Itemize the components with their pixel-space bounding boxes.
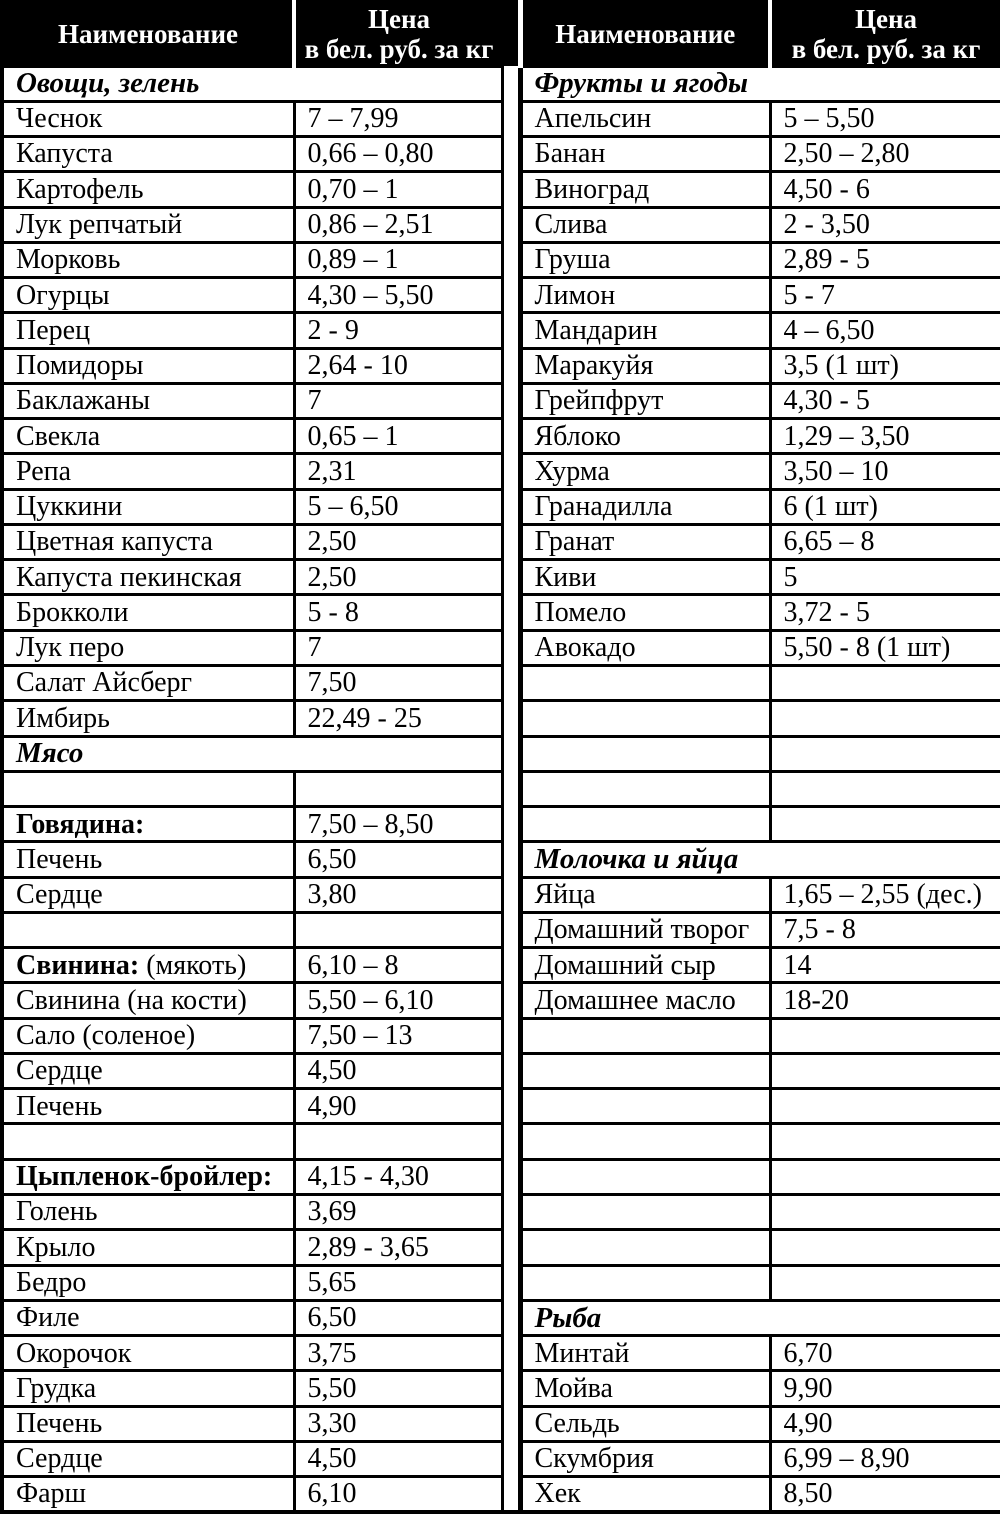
item-price-cell: 3,30: [294, 1406, 502, 1441]
table-row: [2, 807, 1000, 842]
item-name-cell: Слива: [520, 207, 770, 242]
price-header-line2: в бел. руб. за кг: [304, 34, 494, 65]
item-price-cell: 2,64 - 10: [294, 348, 502, 383]
item-name-cell: Хек: [520, 1477, 770, 1512]
gutter-cell: [502, 1053, 520, 1088]
table-header-row: [2, 2, 1000, 66]
item-price-cell: 2,31: [294, 454, 502, 489]
section-cell: Мясо: [2, 736, 502, 771]
item-price-cell: 5 - 7: [770, 278, 1000, 313]
item-name-bold: Свинина:: [16, 949, 140, 981]
table-row: [2, 313, 1000, 348]
item-name-cell: Домашнее масло: [520, 983, 770, 1018]
gutter-cell: [502, 454, 520, 489]
gutter-cell: [502, 1406, 520, 1441]
item-name-cell: Помидоры: [2, 348, 294, 383]
gutter-cell: [502, 630, 520, 665]
gutter-cell: [502, 383, 520, 418]
gutter-cell: [502, 242, 520, 277]
item-name-cell: Репа: [2, 454, 294, 489]
empty-cell: [2, 771, 294, 806]
table-row: [2, 771, 1000, 806]
item-name-cell: Окорочок: [2, 1336, 294, 1371]
empty-cell: [770, 1089, 1000, 1124]
item-name-cell: Фарш: [2, 1477, 294, 1512]
gutter-cell: [502, 489, 520, 524]
item-price-cell: 3,50 – 10: [770, 454, 1000, 489]
table-row: [2, 1089, 1000, 1124]
empty-cell: [520, 1053, 770, 1088]
item-name-cell: Лук перо: [2, 630, 294, 665]
empty-cell: [520, 1195, 770, 1230]
item-price-cell: 4,50: [294, 1053, 502, 1088]
empty-cell: [520, 666, 770, 701]
table-row: [2, 1018, 1000, 1053]
empty-cell: [770, 666, 1000, 701]
item-price-cell: 2,50 – 2,80: [770, 137, 1000, 172]
table-row: [2, 524, 1000, 559]
item-name-cell: Апельсин: [520, 101, 770, 136]
item-name-cell: Скумбрия: [520, 1441, 770, 1476]
empty-cell: [770, 701, 1000, 736]
table-row: [2, 630, 1000, 665]
item-name-cell: Перец: [2, 313, 294, 348]
gutter-cell: [502, 1018, 520, 1053]
table-row: [2, 172, 1000, 207]
empty-cell: [520, 1089, 770, 1124]
table-row: [2, 1336, 1000, 1371]
item-name-cell: Лимон: [520, 278, 770, 313]
item-price-cell: 1,29 – 3,50: [770, 419, 1000, 454]
gutter-cell: [502, 207, 520, 242]
gutter-cell: [502, 560, 520, 595]
table-row: [2, 842, 1000, 877]
empty-cell: [520, 1230, 770, 1265]
table-row: [2, 1265, 1000, 1300]
item-name-cell: Киви: [520, 560, 770, 595]
item-name-bold: Говядина:: [16, 808, 145, 840]
item-price-cell: 2,89 - 5: [770, 242, 1000, 277]
item-name-cell: Свекла: [2, 419, 294, 454]
item-price-cell: 3,75: [294, 1336, 502, 1371]
gutter-cell: [502, 137, 520, 172]
empty-cell: [770, 1053, 1000, 1088]
item-name-cell: Мандарин: [520, 313, 770, 348]
item-price-cell: 6,50: [294, 842, 502, 877]
item-name-bold: Цыпленок-бройлер:: [16, 1161, 273, 1193]
item-name-cell: Авокадо: [520, 630, 770, 665]
item-name-cell: Голень: [2, 1195, 294, 1230]
table-row: [2, 419, 1000, 454]
table-row: [2, 1406, 1000, 1441]
item-price-cell: 0,66 – 0,80: [294, 137, 502, 172]
item-price-cell: 3,80: [294, 877, 502, 912]
table-row: [2, 736, 1000, 771]
item-name-cell: Печень: [2, 842, 294, 877]
empty-cell: [520, 1159, 770, 1194]
item-name-cell: Чеснок: [2, 101, 294, 136]
price-header-line2: в бел. руб. за кг: [791, 34, 981, 65]
item-price-cell: 6,10 – 8: [294, 948, 502, 983]
item-price-cell: 1,65 – 2,55 (дес.): [770, 877, 1000, 912]
item-price-cell: 0,70 – 1: [294, 172, 502, 207]
item-price-cell: 4 – 6,50: [770, 313, 1000, 348]
item-name-cell: Гранат: [520, 524, 770, 559]
item-name-cell: Домашний творог: [520, 912, 770, 947]
empty-cell: [770, 1159, 1000, 1194]
empty-cell: [770, 1265, 1000, 1300]
empty-cell: [294, 771, 502, 806]
item-name-cell: Хурма: [520, 454, 770, 489]
column-header-price-left: [294, 2, 502, 66]
item-name-cell: Огурцы: [2, 278, 294, 313]
item-price-cell: 5 – 5,50: [770, 101, 1000, 136]
item-name-cell: Свинина: (мякоть): [2, 948, 294, 983]
item-price-cell: 5: [770, 560, 1000, 595]
item-name-cell: Яйца: [520, 877, 770, 912]
gutter-cell: [502, 1265, 520, 1300]
section-cell: Овощи, зелень: [2, 66, 502, 101]
table-row: [2, 1053, 1000, 1088]
item-price-cell: 4,30 – 5,50: [294, 278, 502, 313]
item-name-cell: Салат Айсберг: [2, 666, 294, 701]
empty-cell: [770, 1230, 1000, 1265]
price-header-line1: Цена: [367, 4, 431, 35]
item-price-cell: 6,65 – 8: [770, 524, 1000, 559]
item-price-cell: 6,99 – 8,90: [770, 1441, 1000, 1476]
table-row: [2, 454, 1000, 489]
table-row: [2, 348, 1000, 383]
item-price-cell: 18-20: [770, 983, 1000, 1018]
item-price-cell: 5 - 8: [294, 595, 502, 630]
item-name-cell: Минтай: [520, 1336, 770, 1371]
item-name-cell: Крыло: [2, 1230, 294, 1265]
item-price-cell: 5,50 - 8 (1 шт): [770, 630, 1000, 665]
item-price-cell: 7: [294, 383, 502, 418]
item-name-cell: Маракуйя: [520, 348, 770, 383]
gutter-cell: [502, 524, 520, 559]
item-name-cell: Яблоко: [520, 419, 770, 454]
item-name-cell: Домашний сыр: [520, 948, 770, 983]
gutter-cell: [502, 877, 520, 912]
item-price-cell: 5,65: [294, 1265, 502, 1300]
empty-cell: [294, 912, 502, 947]
gutter-cell: [502, 666, 520, 701]
item-name-cell: Груша: [520, 242, 770, 277]
item-price-cell: 5 – 6,50: [294, 489, 502, 524]
empty-cell: [520, 1018, 770, 1053]
item-price-cell: 2,89 - 3,65: [294, 1230, 502, 1265]
item-name-cell: Бедро: [2, 1265, 294, 1300]
gutter-cell: [502, 807, 520, 842]
table-row: [2, 101, 1000, 136]
table-row: [2, 207, 1000, 242]
empty-cell: [770, 1124, 1000, 1159]
item-name-cell: Гранадилла: [520, 489, 770, 524]
table-row: [2, 1477, 1000, 1512]
price-header-line1: Цена: [854, 4, 918, 35]
item-price-cell: 7: [294, 630, 502, 665]
table-row: [2, 66, 1000, 101]
item-price-cell: 6,70: [770, 1336, 1000, 1371]
gutter-cell: [502, 1441, 520, 1476]
gutter-cell: [502, 842, 520, 877]
item-name-cell: Филе: [2, 1300, 294, 1335]
item-price-cell: 7,50 – 8,50: [294, 807, 502, 842]
item-price-cell: 8,50: [770, 1477, 1000, 1512]
gutter-cell: [502, 736, 520, 771]
item-name-cell: Цветная капуста: [2, 524, 294, 559]
item-price-cell: 22,49 - 25: [294, 701, 502, 736]
item-price-cell: 9,90: [770, 1371, 1000, 1406]
table-row: [2, 383, 1000, 418]
gutter-cell: [502, 1336, 520, 1371]
item-price-cell: 0,65 – 1: [294, 419, 502, 454]
empty-cell: [770, 807, 1000, 842]
item-name-cell: Печень: [2, 1089, 294, 1124]
item-name-cell: Банан: [520, 137, 770, 172]
gutter-cell: [502, 948, 520, 983]
table-row: [2, 877, 1000, 912]
empty-cell: [770, 1018, 1000, 1053]
item-price-cell: 2,50: [294, 560, 502, 595]
item-price-cell: 0,89 – 1: [294, 242, 502, 277]
gutter-cell: [502, 348, 520, 383]
item-name-cell: [2, 1159, 294, 1194]
empty-cell: [520, 807, 770, 842]
table-row: [2, 912, 1000, 947]
table-row: [2, 137, 1000, 172]
item-price-cell: 7 – 7,99: [294, 101, 502, 136]
item-price-cell: 7,50: [294, 666, 502, 701]
table-row: [2, 701, 1000, 736]
table-row: [2, 1124, 1000, 1159]
item-name-cell: Брокколи: [2, 595, 294, 630]
item-price-cell: 6,50: [294, 1300, 502, 1335]
header-gutter-cell: [502, 2, 520, 66]
item-price-cell: 5,50 – 6,10: [294, 983, 502, 1018]
table-row: [2, 983, 1000, 1018]
item-name-cell: Капуста пекинская: [2, 560, 294, 595]
gutter-cell: [502, 1371, 520, 1406]
item-price-cell: 7,5 - 8: [770, 912, 1000, 947]
table-row: [2, 1230, 1000, 1265]
empty-cell: [520, 1124, 770, 1159]
gutter-cell: [502, 419, 520, 454]
item-price-cell: 4,90: [294, 1089, 502, 1124]
item-name-cell: Цуккини: [2, 489, 294, 524]
item-name-cell: Мойва: [520, 1371, 770, 1406]
item-name-cell: Сердце: [2, 877, 294, 912]
item-price-cell: 5,50: [294, 1371, 502, 1406]
gutter-cell: [502, 66, 520, 101]
column-header-name-right: Наименование: [520, 2, 770, 66]
item-name-cell: Сельдь: [520, 1406, 770, 1441]
table-row: [2, 560, 1000, 595]
item-price-cell: 3,72 - 5: [770, 595, 1000, 630]
empty-cell: [520, 1265, 770, 1300]
table-row: [2, 242, 1000, 277]
item-name-cell: Сердце: [2, 1441, 294, 1476]
empty-cell: [2, 1124, 294, 1159]
item-name-cell: Помело: [520, 595, 770, 630]
empty-cell: [770, 736, 1000, 771]
item-name-cell: Сердце: [2, 1053, 294, 1088]
table-row: [2, 1159, 1000, 1194]
item-price-cell: 2 - 3,50: [770, 207, 1000, 242]
item-name-cell: Грудка: [2, 1371, 294, 1406]
gutter-cell: [502, 1159, 520, 1194]
gutter-cell: [502, 983, 520, 1018]
table-row: [2, 1300, 1000, 1335]
item-name-cell: [2, 807, 294, 842]
price-table-body: [2, 66, 1000, 1512]
item-price-cell: 4,15 - 4,30: [294, 1159, 502, 1194]
item-price-cell: 2,50: [294, 524, 502, 559]
item-price-cell: 3,5 (1 шт): [770, 348, 1000, 383]
item-name-cell: Сало (соленое): [2, 1018, 294, 1053]
gutter-cell: [502, 101, 520, 136]
table-row: [2, 666, 1000, 701]
column-header-price-right: [770, 2, 1000, 66]
table-row: [2, 489, 1000, 524]
gutter-cell: [502, 1300, 520, 1335]
gutter-cell: [502, 771, 520, 806]
item-price-cell: 4,90: [770, 1406, 1000, 1441]
table-row: [2, 595, 1000, 630]
item-name-cell: Капуста: [2, 137, 294, 172]
item-name-cell: Картофель: [2, 172, 294, 207]
section-cell: Фрукты и ягоды: [520, 66, 1000, 101]
item-name-cell: Имбирь: [2, 701, 294, 736]
item-price-cell: 0,86 – 2,51: [294, 207, 502, 242]
item-name-cell: Свинина (на кости): [2, 983, 294, 1018]
item-price-cell: 6,10: [294, 1477, 502, 1512]
empty-cell: [770, 771, 1000, 806]
gutter-cell: [502, 912, 520, 947]
gutter-cell: [502, 313, 520, 348]
section-cell: Молочка и яйца: [520, 842, 1000, 877]
empty-cell: [294, 1124, 502, 1159]
gutter-cell: [502, 278, 520, 313]
empty-cell: [520, 736, 770, 771]
item-price-cell: 4,50 - 6: [770, 172, 1000, 207]
empty-cell: [770, 1195, 1000, 1230]
item-name-cell: Грейпфрут: [520, 383, 770, 418]
item-name-cell: Виноград: [520, 172, 770, 207]
item-name-cell: Баклажаны: [2, 383, 294, 418]
gutter-cell: [502, 701, 520, 736]
gutter-cell: [502, 172, 520, 207]
item-price-cell: 2 - 9: [294, 313, 502, 348]
empty-cell: [520, 771, 770, 806]
gutter-cell: [502, 1195, 520, 1230]
item-name-cell: Морковь: [2, 242, 294, 277]
table-row: [2, 278, 1000, 313]
item-price-cell: 4,30 - 5: [770, 383, 1000, 418]
empty-cell: [520, 701, 770, 736]
section-cell: Рыба: [520, 1300, 1000, 1335]
gutter-cell: [502, 1230, 520, 1265]
item-price-cell: 7,50 – 13: [294, 1018, 502, 1053]
item-price-cell: 4,50: [294, 1441, 502, 1476]
table-row: [2, 1195, 1000, 1230]
gutter-cell: [502, 1089, 520, 1124]
table-row: [2, 948, 1000, 983]
table-row: [2, 1441, 1000, 1476]
item-price-cell: 14: [770, 948, 1000, 983]
table-row: [2, 1371, 1000, 1406]
item-name-cell: Печень: [2, 1406, 294, 1441]
item-price-cell: 6 (1 шт): [770, 489, 1000, 524]
empty-cell: [2, 912, 294, 947]
column-header-name-left: Наименование: [2, 2, 294, 66]
gutter-cell: [502, 1124, 520, 1159]
gutter-cell: [502, 1477, 520, 1512]
item-price-cell: 3,69: [294, 1195, 502, 1230]
item-name-cell: Лук репчатый: [2, 207, 294, 242]
gutter-cell: [502, 595, 520, 630]
